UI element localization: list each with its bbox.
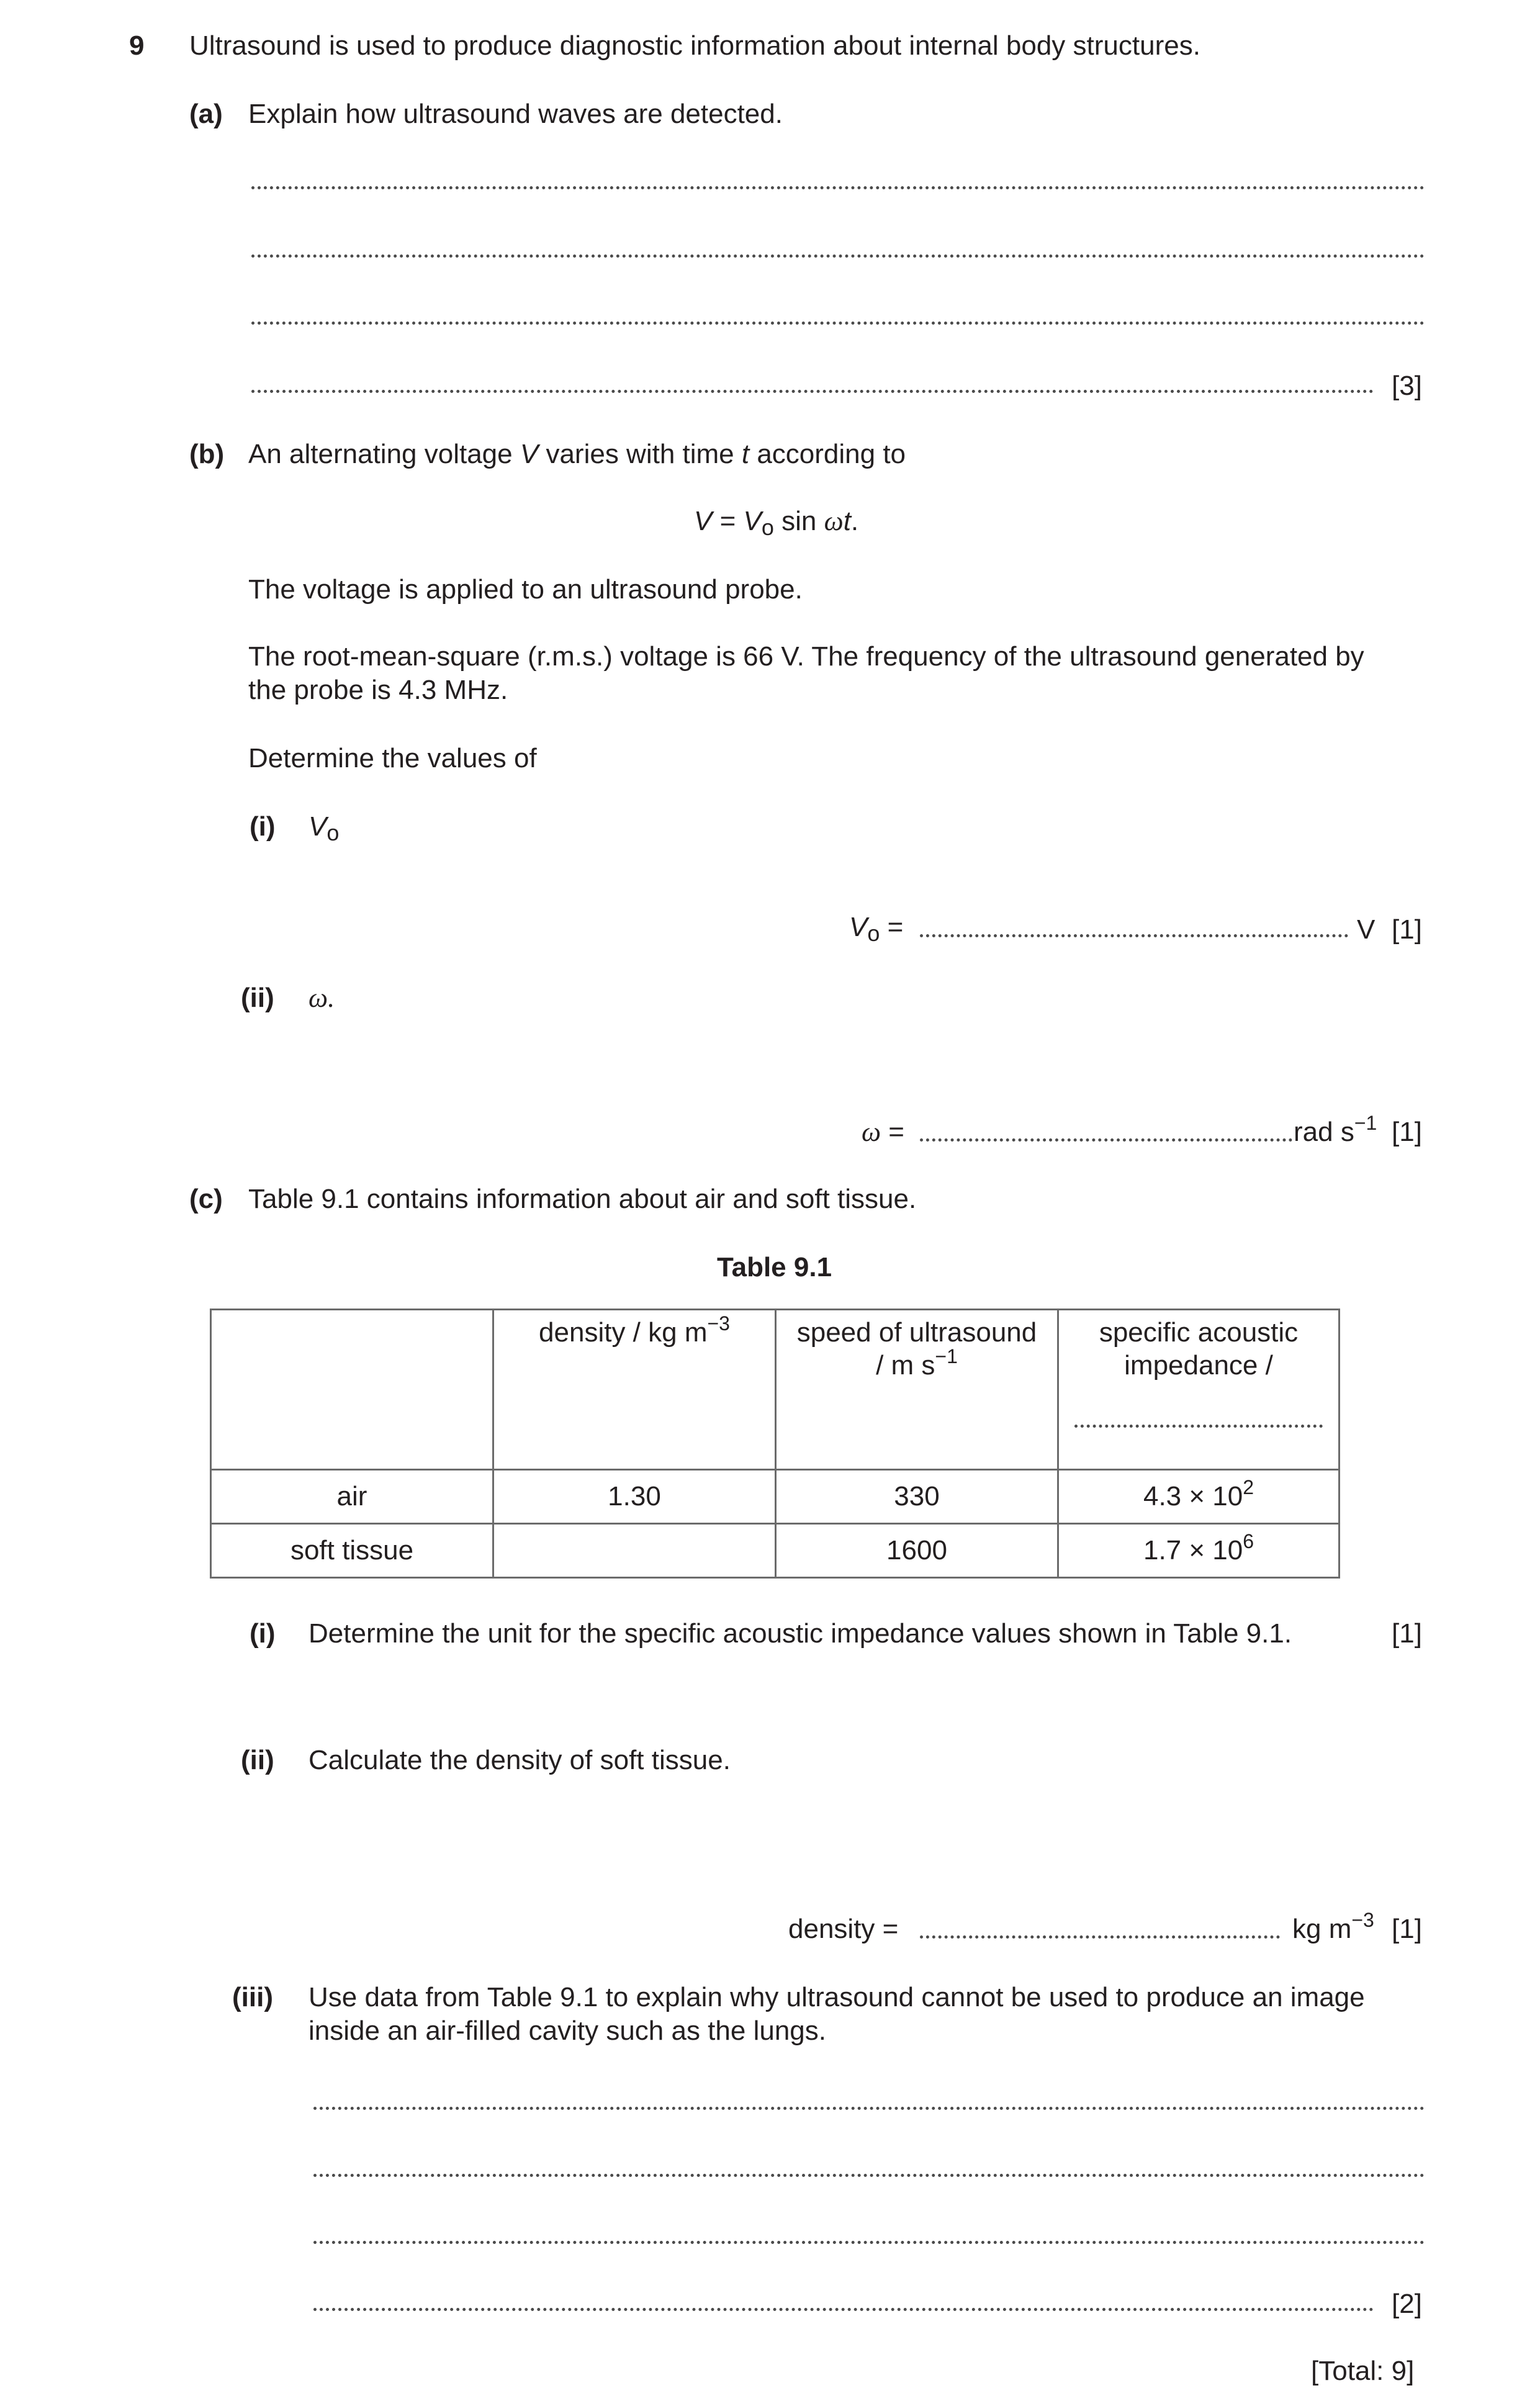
part-b-i-answer-label: $V_o$ = — [849, 912, 904, 946]
part-a-text: Explain how ultrasound waves are detected. — [248, 99, 783, 129]
cell-speed: 1600 — [776, 1524, 1058, 1578]
cell-material: air — [211, 1470, 493, 1524]
part-c-label: (c) — [189, 1184, 223, 1214]
part-a-marks: [3] — [1392, 371, 1422, 401]
table-header-empty — [211, 1310, 493, 1470]
cell-density: 1.30 — [493, 1470, 776, 1524]
part-a-label: (a) — [189, 99, 223, 129]
part-c-iii-marks: [2] — [1392, 2289, 1422, 2319]
part-c-iii-line-1: Use data from Table 9.1 to explain why ultrasound cannot be used to produce an image — [308, 1982, 1365, 2012]
answer-line-c2[interactable] — [313, 2174, 1425, 2177]
cell-speed: 330 — [776, 1470, 1058, 1524]
cell-density — [493, 1524, 776, 1578]
part-b-ii-variable: ω. — [308, 983, 335, 1013]
part-b-i-marks: [1] — [1392, 914, 1422, 945]
part-c-i-label: (i) — [250, 1618, 276, 1649]
part-b-para-2-line-1: The root-mean-square (r.m.s.) voltage is 66 V. The frequency of the ultrasound generated by — [248, 641, 1364, 672]
part-b-ii-label: (ii) — [241, 983, 274, 1013]
part-b-ii-marks: [1] — [1392, 1117, 1422, 1147]
answer-line-c4[interactable] — [313, 2308, 1374, 2311]
answer-field-v0[interactable] — [920, 934, 1348, 937]
part-b-label: (b) — [189, 439, 225, 469]
table-title: Table 9.1 — [717, 1252, 832, 1282]
question-intro: Ultrasound is used to produce diagnostic information about internal body structures. — [189, 30, 1200, 61]
voltage-equation: $V = V_o$ sin ωt. — [694, 506, 859, 540]
answer-line-c1[interactable] — [313, 2107, 1425, 2110]
impedance-unit-field[interactable] — [1074, 1425, 1323, 1428]
part-c-iii-label: (iii) — [232, 1982, 273, 2012]
part-c-ii-text: Calculate the density of soft tissue. — [308, 1745, 731, 1775]
part-b-i-unit: V — [1357, 914, 1376, 945]
answer-line-a4[interactable] — [251, 390, 1374, 393]
table-row — [211, 1524, 1340, 1578]
part-b-para-3: Determine the values of — [248, 743, 537, 773]
part-c-ii-unit: kg $m^{-3}$ — [1292, 1909, 1374, 1944]
table-header-row — [211, 1310, 1340, 1470]
part-b-ii-unit: rad $s^{-1}$ — [1294, 1112, 1377, 1147]
part-c-text: Table 9.1 contains information about air and soft tissue. — [248, 1184, 917, 1214]
table-header-speed: speed of ultrasound / m $s^{-1}$ — [776, 1310, 1058, 1470]
table-header-density: density / kg $m^{-3}$ — [493, 1310, 776, 1470]
answer-line-a2[interactable] — [251, 255, 1425, 258]
part-b-ii-answer-label: ω = — [862, 1117, 904, 1147]
cell-impedance: $4.3 \times 10^2$ — [1058, 1470, 1340, 1524]
part-c-i-marks: [1] — [1392, 1618, 1422, 1649]
part-c-ii-answer-label: density = — [788, 1914, 899, 1944]
part-c-ii-label: (ii) — [241, 1745, 274, 1775]
answer-line-a1[interactable] — [251, 186, 1425, 189]
part-b-i-variable: $V_o$ — [308, 811, 340, 845]
part-c-ii-marks: [1] — [1392, 1914, 1422, 1944]
cell-material: soft tissue — [211, 1524, 493, 1578]
answer-line-c3[interactable] — [313, 2241, 1425, 2244]
part-b-para-2-line-2: the probe is 4.3 MHz. — [248, 675, 508, 705]
question-number: 9 — [129, 30, 145, 61]
cell-impedance: $1.7 \times 10^6$ — [1058, 1524, 1340, 1578]
part-c-i-text: Determine the unit for the specific acoustic impedance values shown in Table 9.1. — [308, 1618, 1292, 1649]
part-c-iii-line-2: inside an air-filled cavity such as the lungs. — [308, 2016, 826, 2046]
answer-field-omega[interactable] — [920, 1138, 1292, 1142]
answer-field-density[interactable] — [920, 1935, 1280, 1939]
part-b-para-1: The voltage is applied to an ultrasound probe. — [248, 574, 803, 605]
part-b-i-label: (i) — [250, 811, 276, 842]
part-b-text: An alternating voltage V varies with time t according to — [248, 439, 906, 469]
table-header-impedance: specific acoustic impedance / — [1058, 1310, 1340, 1470]
data-table — [210, 1309, 1340, 1579]
question-total: [Total: 9] — [1311, 2356, 1415, 2386]
table-row — [211, 1470, 1340, 1524]
answer-line-a3[interactable] — [251, 322, 1425, 325]
